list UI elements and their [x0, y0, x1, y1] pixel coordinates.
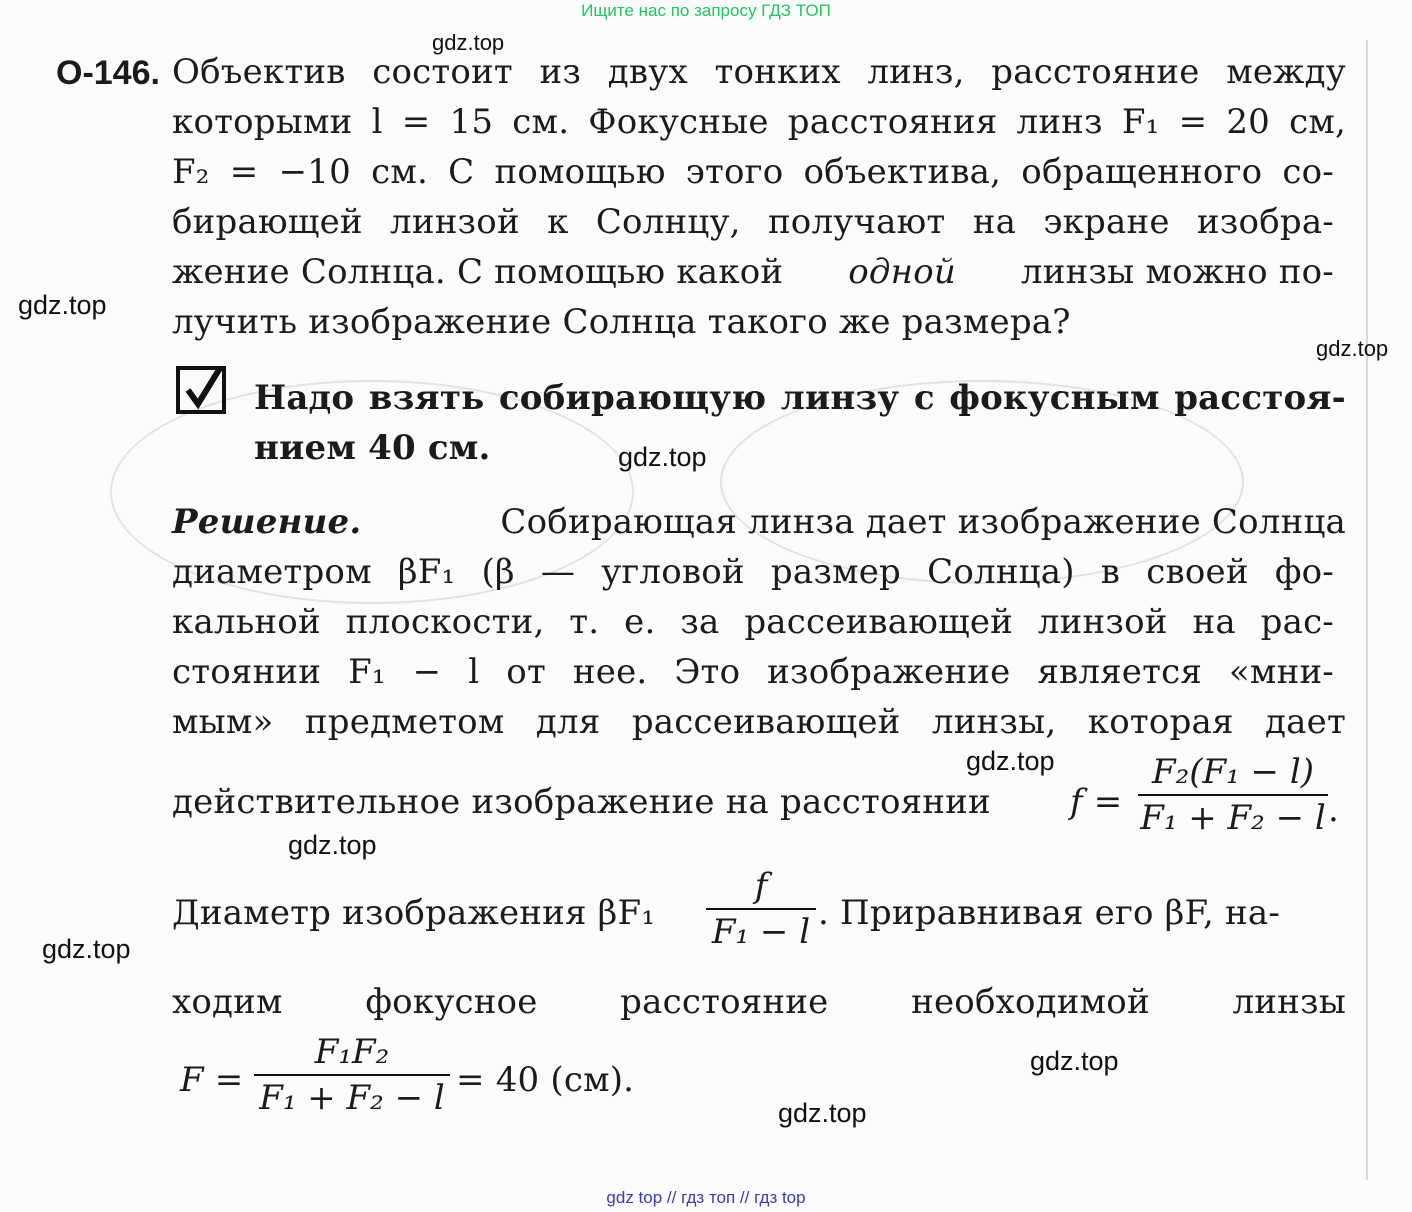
answer-line-2: нием 40 см. [254, 428, 491, 468]
solution-line-8: ходим фокусное расстояние необходимой линзы [172, 982, 1346, 1022]
solution-line-4: стоянии F₁ − l от нее. Это изображение является «мни- [172, 652, 1334, 692]
solution-line-1-text: Собирающая линза дает изображение Солнца [500, 502, 1346, 542]
watermark: gdz.top [778, 1098, 867, 1128]
formula-f-lhs: f = [1070, 782, 1123, 822]
watermark: gdz.top [288, 830, 377, 860]
solution-label: Решение. [172, 502, 362, 542]
formula-F-lhs: F = [180, 1060, 244, 1100]
formula-F-fraction [254, 1032, 450, 1118]
problem-line-5 [172, 252, 1334, 292]
formula-F-bar [254, 1074, 450, 1076]
solution-line-2: диаметром βF₁ (β — угловой размер Солнца) в своей фо- [172, 552, 1334, 592]
solution-line-5: мым» предметом для рассеивающей линзы, которая дает [172, 702, 1346, 742]
solution-line-7-a: Диаметр изображения βF₁ [172, 893, 656, 933]
footer-links[interactable]: gdz top // гдз топ // гдз top [606, 1188, 806, 1207]
formula-f-numerator: F₂(F₁ − l) [1152, 752, 1314, 792]
watermark: gdz.top [618, 442, 707, 472]
solution-line-7-b: . Приравнивая его βF, на- [818, 893, 1281, 933]
formula-f-end: . [1328, 790, 1340, 830]
problem-line-5-c: линзы можно по- [1020, 252, 1334, 292]
formula-d-numerator: f [754, 866, 768, 906]
formula-d-bar [706, 908, 816, 910]
watermark: gdz.top [42, 934, 131, 964]
formula-f-fraction [1138, 752, 1328, 838]
problem-line-2: которыми l = 15 см. Фокусные расстояния линз F₁ = 20 см, [172, 102, 1346, 142]
solution-line-1 [172, 502, 1346, 542]
watermark: gdz.top [1316, 336, 1389, 361]
problem-line-5-emph: одной [848, 252, 956, 292]
problem-number: О-146. [56, 54, 160, 92]
formula-f-bar [1138, 794, 1328, 796]
solution-line-3: кальной плоскости, т. е. за рассеивающей линзой на рас- [172, 602, 1334, 642]
watermark: gdz.top [432, 30, 505, 55]
problem-line-3: F₂ = −10 см. С помощью этого объектива, обращенного со- [172, 152, 1334, 192]
formula-f-denominator: F₁ + F₂ − l [1140, 798, 1326, 838]
checkmark-icon [182, 364, 226, 412]
formula-F-rhs: = 40 (см). [456, 1060, 635, 1100]
answer-checkbox [176, 366, 226, 414]
watermark: gdz.top [18, 290, 107, 320]
formula-d-fraction [706, 866, 816, 952]
watermark: gdz.top [1030, 1046, 1119, 1076]
page-edge-line [1366, 40, 1368, 1180]
solution-line-6: действительное изображение на расстоянии [172, 782, 991, 822]
formula-d-denominator: F₁ − l [711, 912, 811, 952]
formula-F-numerator: F₁F₂ [314, 1032, 390, 1072]
watermark: gdz.top [966, 746, 1055, 776]
answer-line-1: Надо взять собирающую линзу с фокусным расстоя- [254, 378, 1346, 418]
problem-line-5-a: жение Солнца. С помощью какой [172, 252, 784, 292]
search-banner[interactable]: Ищите нас по запросу ГДЗ ТОП [581, 1, 831, 20]
problem-line-4: бирающей линзой к Солнцу, получают на экране изобра- [172, 202, 1334, 242]
problem-line-1: Объектив состоит из двух тонких линз, расстояние между [172, 52, 1346, 92]
formula-F-denominator: F₁ + F₂ − l [259, 1078, 445, 1118]
problem-line-6: лучить изображение Солнца такого же размера? [172, 302, 1071, 342]
